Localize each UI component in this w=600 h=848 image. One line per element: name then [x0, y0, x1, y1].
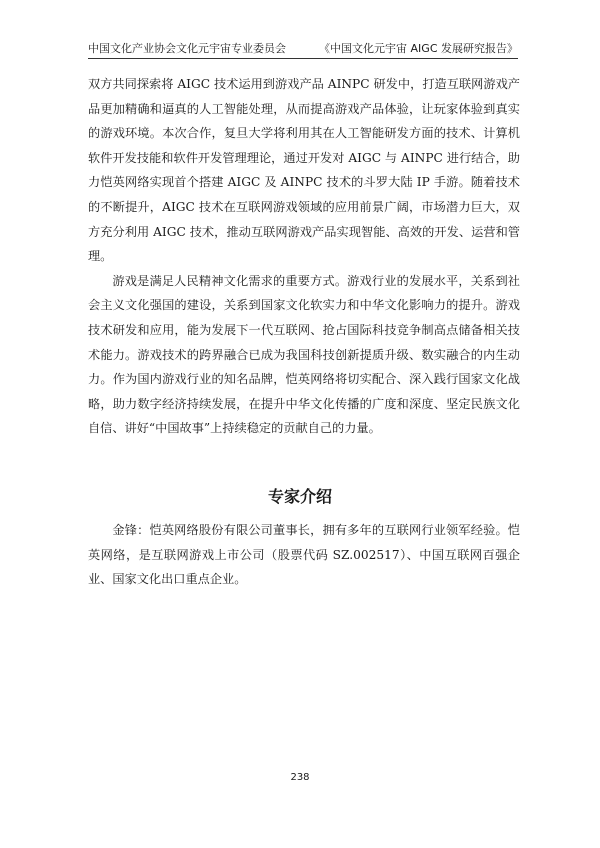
- header-organization: 中国文化产业协会文化元宇宙专业委员会: [88, 42, 286, 55]
- running-header: [88, 40, 518, 56]
- header-divider: [88, 58, 518, 59]
- paragraph-game-industry: 游戏是满足人民精神文化需求的重要方式。游戏行业的发展水平，关系到社会主义文化强国的建设，关系到国家文化软实力和中华文化影响力的提升。游戏技术研发和应用，能为发展下一代互联网、抢占国际科技竞争制高点储备相关技术能力。游戏技术的跨界融合已成为我国科技创新提质升级、数实融合的内生动力。作为国内游戏行业的知名品牌，恺英网络将切实配合、深入践行国家文化战略，助力数字经济持续发展，在提升中华文化传播的广度和深度、坚定民族文化自信、讲好“中国故事”上持续稳定的贡献自己的力量。: [88, 273, 520, 436]
- section-heading: 专家介绍: [267, 487, 332, 506]
- page-number: 238: [290, 772, 310, 783]
- paragraph-continuation: 双方共同探索将 AIGC 技术运用到游戏产品 AINPC 研发中，打造互联网游戏产品更加精确和逼真的人工智能处理，从而提高游戏产品体验，让玩家体验到真实的游戏环境。本次合作，复旦大学将利用其在人工智能研发方面的技术、计算机软件开发技能和软件开发管理理论，通过开发对 AIGC 与 AINPC 进行结合，助力恺英网络实现首个搭建 AIGC 及 AINPC 技术的斗罗大陆 IP 手游。随着技术的不断提升，AIGC 技术在互联网游戏领域的应用前景广阔，市场潜力巨大，双方充分利用 AIGC 技术，推动互联网游戏产品实现智能、高效的开发、运营和管理。: [88, 77, 520, 264]
- header-report-title: 《中国文化元宇宙 AIGC 发展研究报告》: [319, 42, 518, 55]
- expert-bio-paragraph: 金锋：恺英网络股份有限公司董事长，拥有多年的互联网行业领军经验。恺英网络，是互联网游戏上市公司（股票代码 SZ.002517）、中国互联网百强企业、国家文化出口重点企业。: [88, 523, 520, 587]
- body-text: [88, 72, 520, 441]
- expert-introduction: [88, 518, 520, 592]
